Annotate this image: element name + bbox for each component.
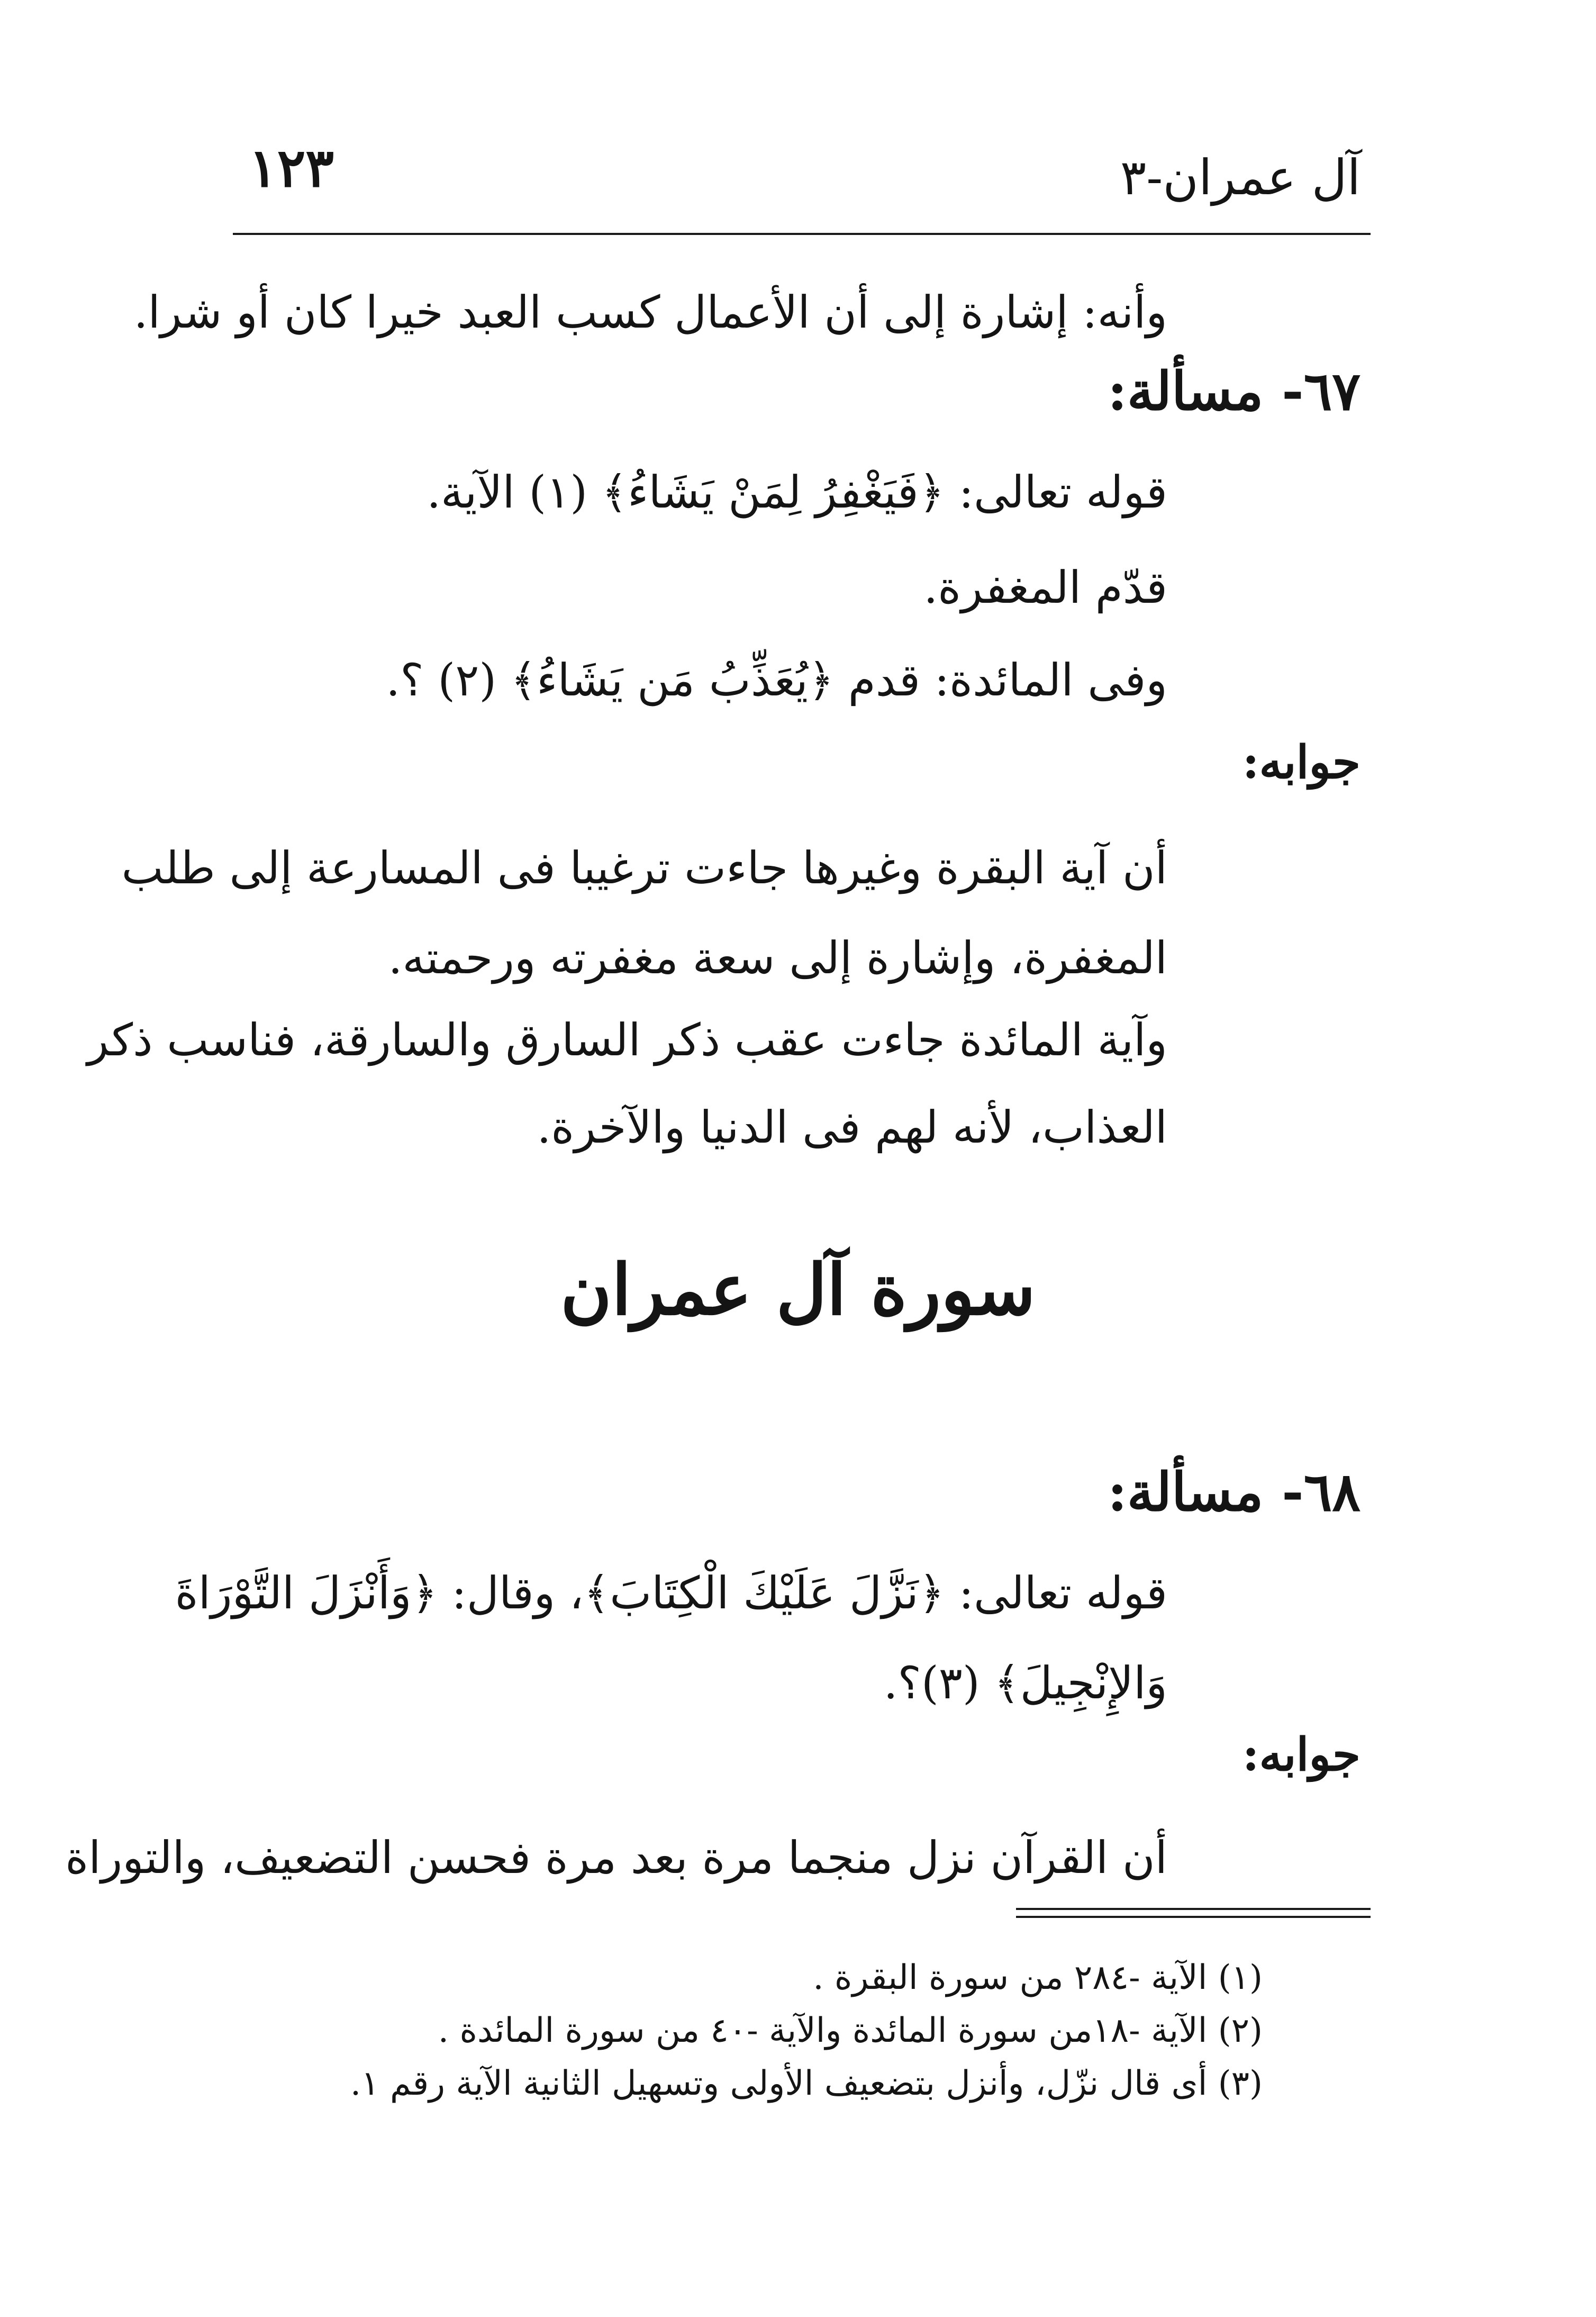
surah-title: سورة آل عمران [560, 1249, 1036, 1331]
footnote-2: (٢) الآية -١٨من سورة المائدة والآية -٤٠ من سورة المائدة . [438, 2011, 1263, 2050]
header-rule [233, 233, 1371, 235]
question-68-answer-line-1: أن القرآن نزل منجما مرة بعد مرة فحسن التضعيف، والتوراة [65, 1832, 1167, 1884]
question-67-answer-label: جوابه: [1242, 736, 1361, 789]
running-title: آل عمران-٣ [1120, 149, 1361, 206]
question-67-answer-p1-line-2: المغفرة، وإشارة إلى سعة مغفرته ورحمته. [388, 932, 1167, 984]
question-67-answer-p2-line-1: وآية المائدة جاءت عقب ذكر السارق والسارقة، فناسب ذكر [87, 1014, 1167, 1066]
question-68-heading: ٦٨- مسألة: [1108, 1461, 1361, 1523]
footnote-1: (١) الآية -٢٨٤ من سورة البقرة . [813, 1958, 1263, 1997]
intro-line: وأنه: إشارة إلى أن الأعمال كسب العبد خيرا كان أو شرا. [133, 286, 1167, 338]
question-67-line-1: قوله تعالى: ﴿فَيَغْفِرُ لِمَنْ يَشَاءُ﴾ (١) الآية. [427, 466, 1167, 518]
question-68-line-2: وَالإِنْجِيلَ﴾ (٣)؟. [883, 1657, 1167, 1709]
question-67-answer-p1-line-1: أن آية البقرة وغيرها جاءت ترغيبا فى المسارعة إلى طلب [121, 842, 1167, 894]
footnote-separator-bottom [1016, 1916, 1371, 1918]
question-68-line-1: قوله تعالى: ﴿نَزَّلَ عَلَيْكَ الْكِتَابَ﴾، وقال: ﴿وَأَنْزَلَ التَّوْرَاةَ [175, 1567, 1167, 1619]
footnote-separator-top [1016, 1908, 1371, 1910]
question-67-line-2: قدّم المغفرة. [923, 562, 1167, 613]
question-67-answer-p2-line-2: العذاب، لأنه لهم فى الدنيا والآخرة. [537, 1101, 1167, 1153]
question-67-heading: ٦٧- مسألة: [1108, 360, 1361, 422]
page-number: ١٢٣ [249, 137, 334, 199]
question-67-line-3: وفى المائدة: قدم ﴿يُعَذِّبُ مَن يَشَاءُ﴾ (٢) ؟. [386, 654, 1167, 706]
question-68-answer-label: جوابه: [1242, 1728, 1361, 1781]
footnote-3: (٣) أى قال نزّل، وأنزل بتضعيف الأولى وتسهيل الثانية الآية رقم ١. [350, 2064, 1263, 2103]
